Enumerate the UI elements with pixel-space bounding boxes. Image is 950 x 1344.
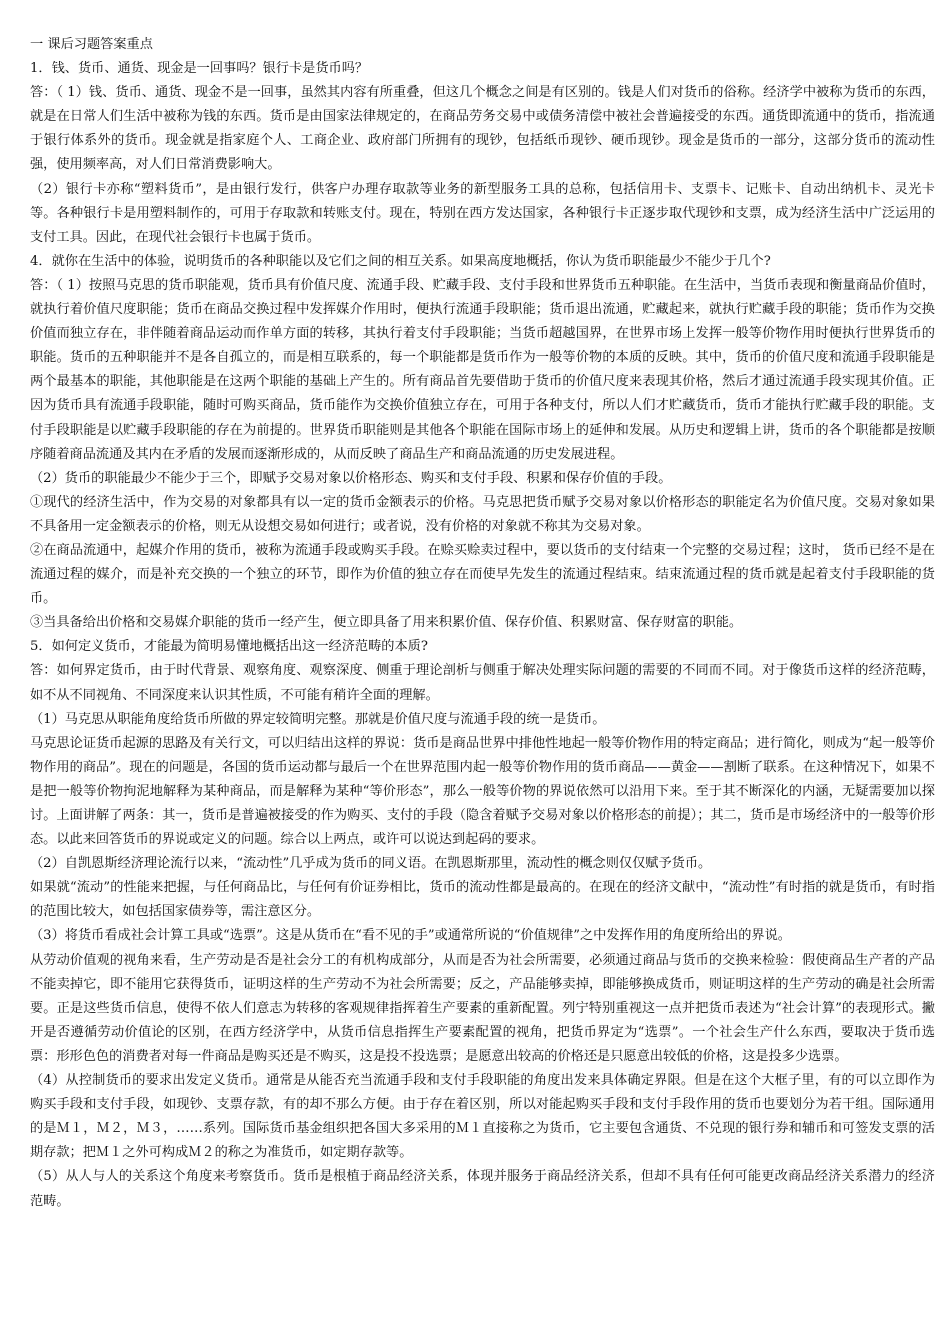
- answer-5-part-2: （2）自凯恩斯经济理论流行以来，“流动性”几乎成为货币的同义语。在凯恩斯那里，流动性的概念则仅仅赋予货币。: [30, 856, 712, 872]
- answer-4-point-1: ①现代的经济生活中，作为交易的对象都具有以一定的货币金额表示的价格。马克思把货币赋予交易对象以价格形态的职能定名为价值尺度。交易对象如果不具备用一定金额表示的价格，则无从设想交易如何进行；或者说，没有价格的对象就不称其为交易对象。: [30, 494, 935, 534]
- answer-5-part-1-detail: 马克思论证货币起源的思路及有关行文，可以归结出这样的界说：货币是商品世界中排他性地起一般等价物作用的特定商品；进行简化，则成为“起一般等价物作用的商品”。现在的问题是，各国的货币运动都与最后一个在世界范围内起一般等价物作用的货币商品——黄金——割断了联系。在这种情况下，如果不是把一般等价物拘泥地解释为某种商品，而是解释为某种“等价形态”，那么一般等价物的界说依然可以沿用下来。至于其不断深化的内涵，无疑需要加以探讨。上面讲解了两条：其一，货币是普遍被接受的作为购买、支付的手段（隐含着赋予交易对象以价格形态的前提）；其二，货币是市场经济中的一般等价形态。以此来回答货币的界说或定义的问题。综合以上两点，或许可以说达到起码的要求。: [30, 735, 935, 848]
- answer-5-part-5: （5）从人与人的关系这个角度来考察货币。货币是根植于商品经济关系，体现并服务于商品经济关系，但却不具有任何可能更改商品经济关系潜力的经济范畴。: [30, 1169, 935, 1209]
- answer-1-part-2: （2）银行卡亦称“塑料货币”，是由银行发行，供客户办理存取款等业务的新型服务工具的总称，包括信用卡、支票卡、记账卡、自动出纳机卡、灵光卡等。各种银行卡是用塑料制作的，可用于存取款和转账支付。现在，特别在西方发达国家，各种银行卡正逐步取代现钞和支票，成为经济生活中广泛运用的支付工具。因此，在现代社会银行卡也属于货币。: [30, 181, 935, 245]
- question-4: 4．就你在生活中的体验，说明货币的各种职能以及它们之间的相互关系。如果高度地概括，你认为货币职能最少不能少于几个?: [30, 253, 771, 269]
- answer-5-part-3: （3）将货币看成社会计算工具或“选票”。这是从货币在“看不见的手”或通常所说的“价值规律”之中发挥作用的角度所给出的界说。: [30, 928, 791, 944]
- document-page: [30, 33, 935, 1214]
- answer-4-part-1: 答：（ 1）按照马克思的货币职能观，货币具有价值尺度、流通手段、贮藏手段、支付手段和世界货币五种职能。在生活中，当货币表现和衡量商品价值时，就执行着价值尺度职能；货币在商品交换过程中发挥媒介作用时，便执行流通手段职能；货币退出流通，贮藏起来，就执行贮藏手段的职能；货币作为交换价值而独立存在，非伴随着商品运动而作单方面的转移，其执行着支付手段职能；当货币超越国界，在世界市场上发挥一般等价物作用时便执行世界货币的职能。货币的五种职能并不是各自孤立的，而是相互联系的，每一个职能都是货币作为一般等价物的本质的反映。其中，货币的价值尺度和流通手段职能是两个最基本的职能，其他职能是在这两个职能的基础上产生的。所有商品首先要借助于货币的价值尺度来表现其价格，然后才通过流通手段实现其价值。正因为货币具有流通手段职能，随时可购买商品，货币能作为交换价值独立存在，可用于各种支付，所以人们才贮藏货币，货币才能执行贮藏手段的职能。支付手段职能是以贮藏手段职能的存在为前提的。世界货币职能则是其他各个职能在国际市场上的延伸和发展。从历史和逻辑上讲，货币的各个职能都是按顺序随着商品流通及其内在矛盾的发展而逐渐形成的，从而反映了商品生产和商品流通的历史发展进程。: [30, 277, 935, 462]
- answer-5-part-3-detail: 从劳动价值观的视角来看，生产劳动是否是社会分工的有机构成部分，从而是否为社会所需要，必须通过商品与货币的交换来检验：假使商品生产者的产品不能卖掉它，即不能用它获得货币，证明这样的生产劳动不为社会所需要；反之，产品能够卖掉，即能够换成货币，则证明这样的生产劳动的确是社会所需要。正是这些货币信息，使得不依人们意志为转移的客观规律指挥着生产要素的重新配置。列宁特别重视这一点并把货币表述为“社会计算”的表现形式。撇开是否遵循劳动价值论的区别，在西方经济学中，从货币信息指挥生产要素配置的视角，把货币界定为“选票”。一个社会生产什么东西，要取决于货币选票：形形色色的消费者对每一件商品是购买还是不购买，这是投不投选票；是愿意出较高的价格还是只愿意出较低的价格，这是投多少选票。: [30, 952, 935, 1064]
- document-heading: 一 课后习题答案重点: [30, 37, 153, 52]
- question-5: 5．如何定义货币，才能最为简明易懂地概括出这一经济范畴的本质?: [30, 639, 428, 655]
- answer-4-point-3: ③当具备给出价格和交易媒介职能的货币一经产生，便立即具备了用来积累价值、保存价值、积累财富、保存财富的职能。: [30, 615, 743, 631]
- answer-4-point-2: ②在商品流通中，起媒介作用的货币，被称为流通手段或购买手段。在赊买赊卖过程中，要以货币的支付结束一个完整的交易过程；这时， 货币已经不是在流通过程的媒介，而是补充交换的一个独立的环节，即作为价值的独立存在而使早先发生的流通过程结束。结束流通过程的货币就是起着支付手段职能的货币。: [30, 542, 935, 607]
- answer-5-part-4: （4）从控制货币的要求出发定义货币。通常是从能否充当流通手段和支付手段职能的角度出发来具体确定界限。但是在这个大框子里，有的可以立即作为购买手段和支付手段，如现钞、支票存款，有的却不那么方便。由于存在着区别，所以对能起购买手段和支付手段作用的货币也要划分为若干组。国际通用的是Ｍ１，Ｍ２，Ｍ３，……系列。国际货币基金组织把各国大多采用的Ｍ１直接称之为货币，它主要包含通货、不兑现的银行券和辅币和可签发支票的活期存款；把Ｍ１之外可构成Ｍ２的称之为准货币，如定期存款等。: [30, 1073, 935, 1161]
- question-1: 1．钱、货币、通货、现金是一回事吗？银行卡是货币吗？: [30, 61, 369, 77]
- answer-5-part-1: （1）马克思从职能角度给货币所做的界定较简明完整。那就是价值尺度与流通手段的统一是货币。: [30, 711, 606, 727]
- answer-4-part-2: （2）货币的职能最少不能少于三个，即赋予交易对象以价格形态、购买和支付手段、积累和保存价值的手段。: [30, 470, 672, 486]
- answer-1-part-1: 答：（ 1）钱、货币、通货、现金不是一回事，虽然其内容有所重叠，但这几个概念之间是有区别的。钱是人们对货币的俗称。经济学中被称为货币的东西，就是在日常人们生活中被称为钱的东西。货币是由国家法律规定的，在商品劳务交易中或债务清偿中被社会普遍接受的东西。通货即流通中的货币，指流通于银行体系外的货币。现金就是指家庭个人、工商企业、政府部门所拥有的现钞，包括纸币现钞、硬币现钞。现金是货币的一部分，这部分货币的流动性强，使用频率高，对人们日常消费影响大。: [30, 85, 935, 173]
- answer-5-intro: 答：如何界定货币，由于时代背景、观察角度、观察深度、侧重于理论剖析与侧重于解决处理实际问题的需要的不同而不同。对于像货币这样的经济范畴，如不从不同视角、不同深度来认识其性质，不可能有稍许全面的理解。: [30, 663, 935, 703]
- answer-5-part-2-detail: 如果就“流动”的性能来把握，与任何商品比，与任何有价证券相比，货币的流动性都是最高的。在现在的经济文献中，“流动性”有时指的就是货币，有时指的范围比较大，如包括国家债券等，需注意区分。: [30, 880, 935, 920]
